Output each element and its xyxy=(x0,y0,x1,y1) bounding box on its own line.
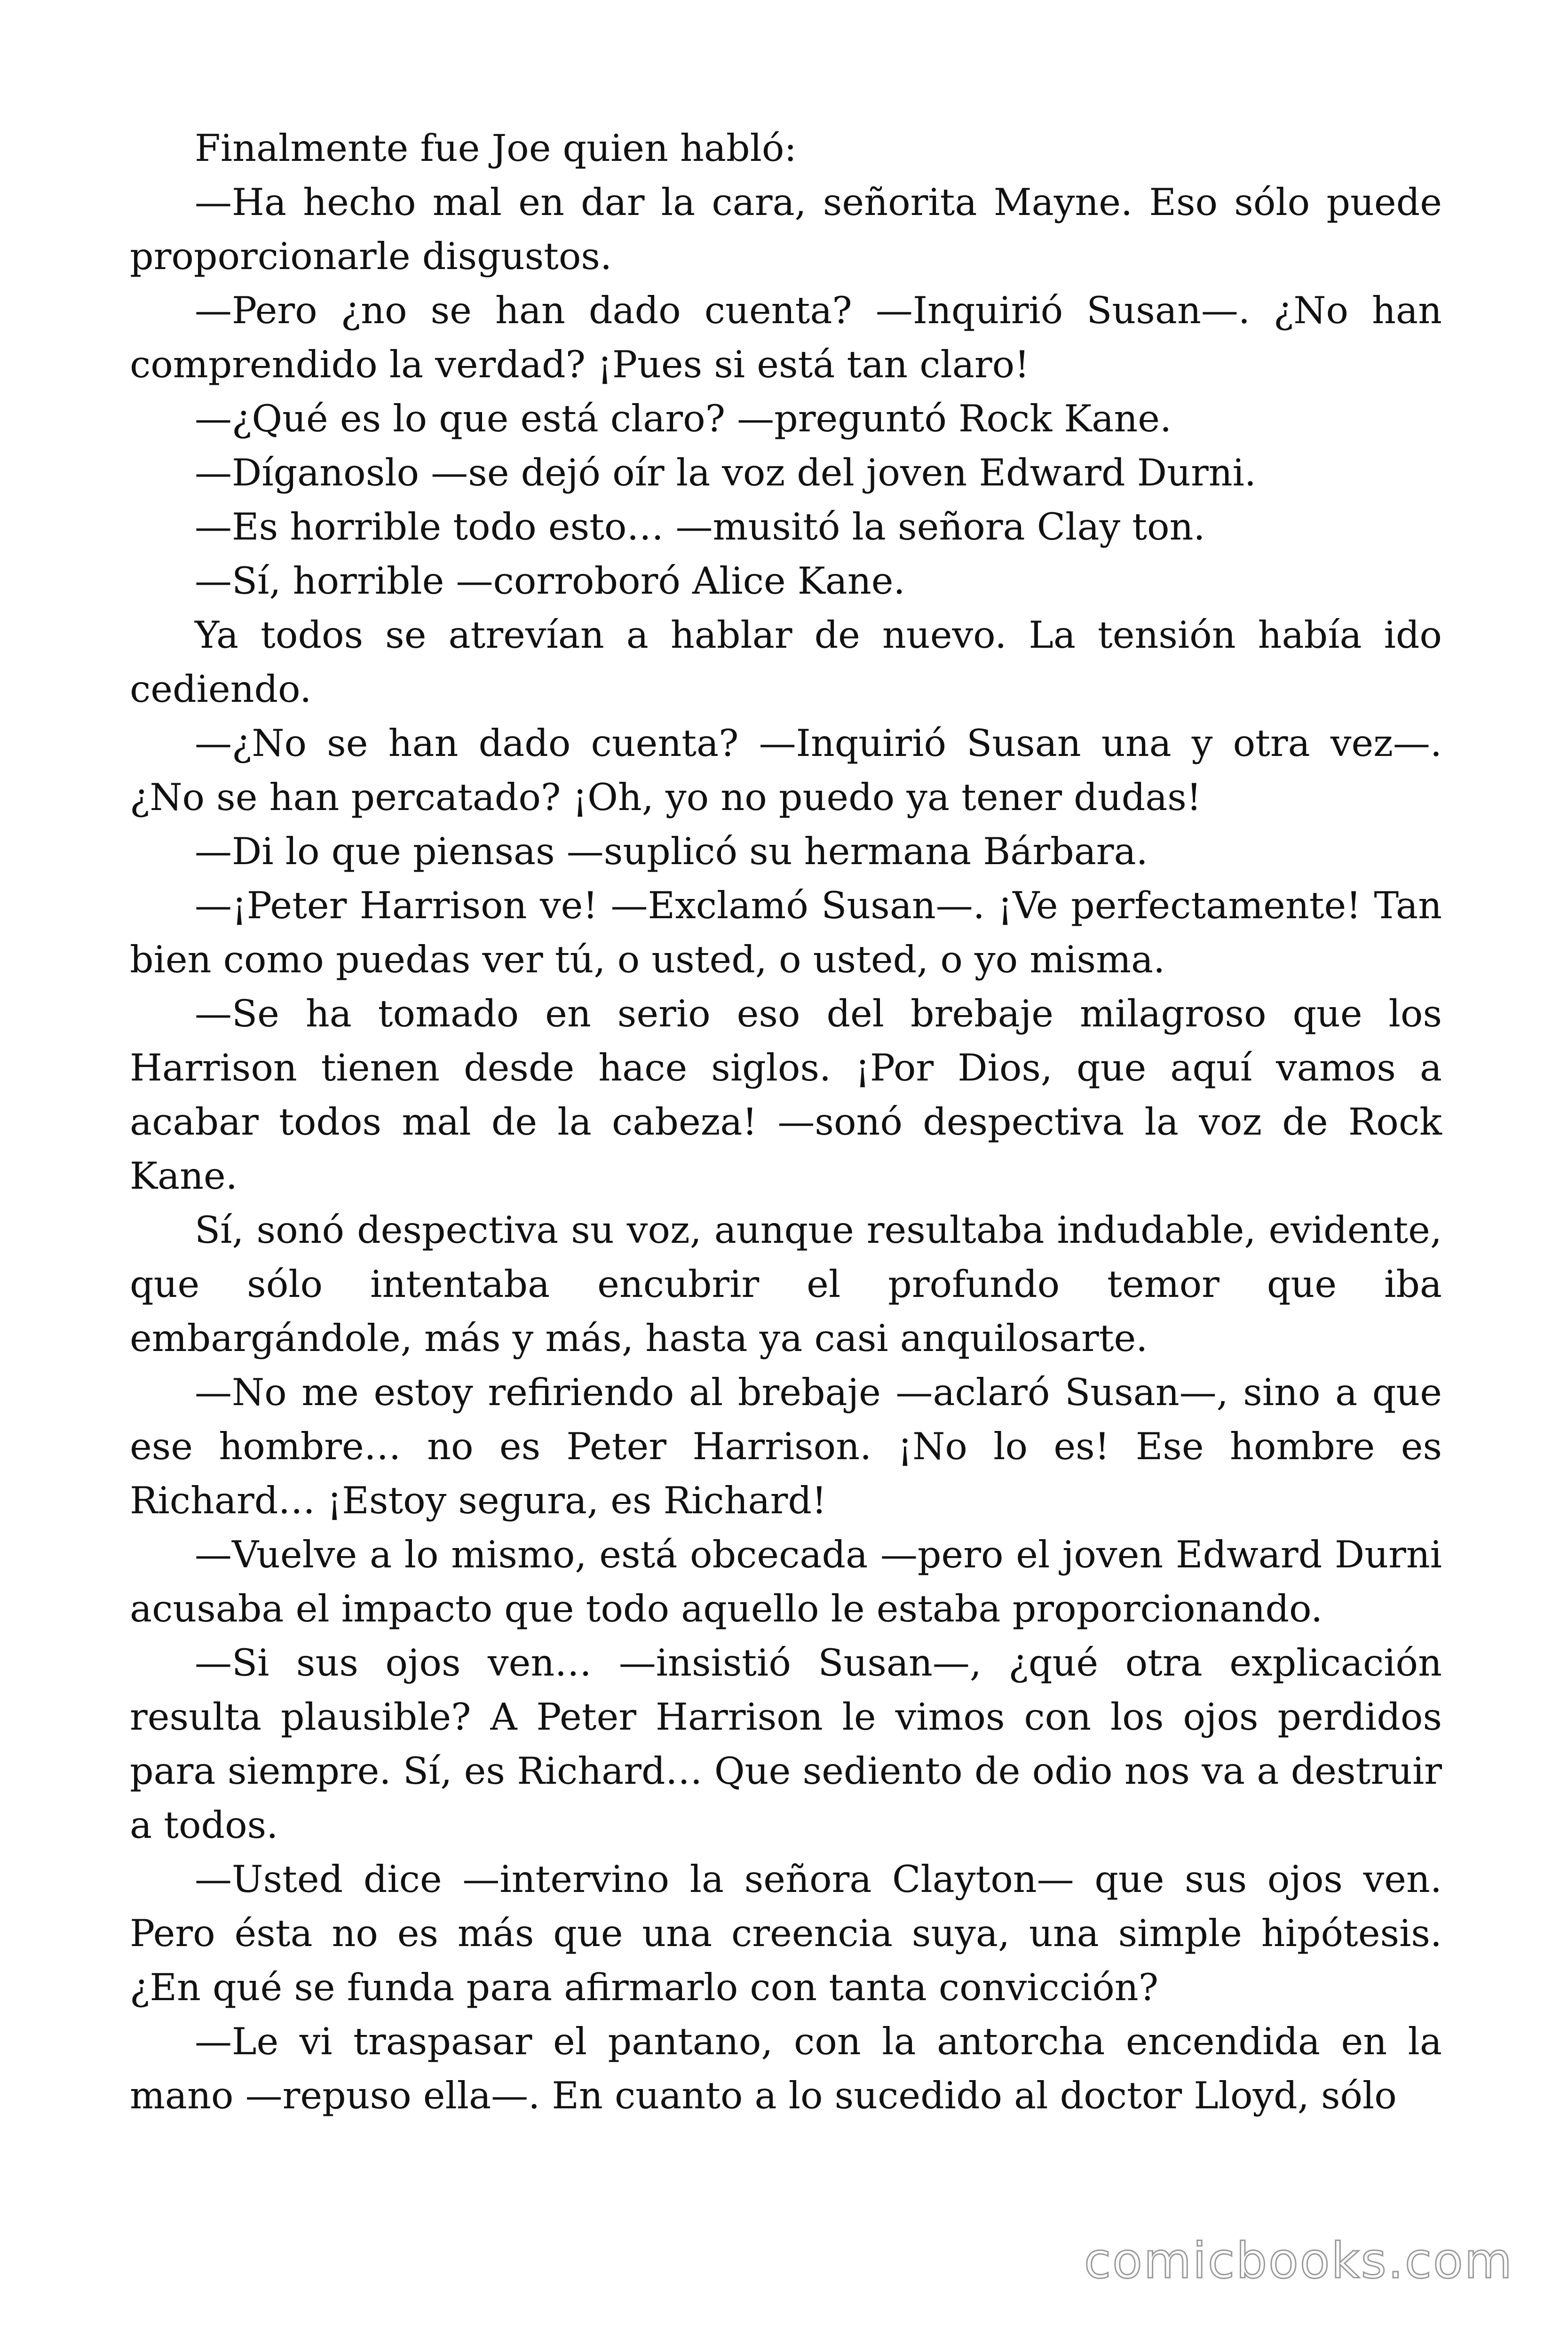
paragraph: —Vuelve a lo mismo, está obcecada —pero el joven Edward Durni acusaba el impacto que todo aquello le estaba proporcionando. xyxy=(130,1533,1442,1630)
paragraph: —Se ha tomado en serio eso del brebaje milagroso que los Harrison tienen desde hace siglos. ¡Por Dios, que aquí vamos a acabar todos mal de la cabeza! —sonó despectiva la voz de Rock Kane. xyxy=(130,992,1442,1198)
paragraph: —Usted dice —intervino la señora Clayton— que sus ojos ven. Pero ésta no es más que una creencia suya, una simple hipótesis. ¿En qué se funda para afirmarlo con tanta convicción? xyxy=(130,1858,1442,2009)
paragraph: —Si sus ojos ven… —insistió Susan—, ¿qué otra explicación resulta plausible? A Peter Harrison le vimos con los ojos perdidos para siempre. Sí, es Richard… Que sediento de odio nos va a destruir a todos. xyxy=(130,1641,1442,1847)
paragraph: Ya todos se atrevían a hablar de nuevo. La tensión había ido cediendo. xyxy=(130,613,1442,711)
paragraph: —Ha hecho mal en dar la cara, señorita Mayne. Eso sólo puede proporcionarle disgustos. xyxy=(130,181,1442,278)
paragraph: —Es horrible todo esto… —musitó la señora Clay ton. xyxy=(195,505,1205,548)
paragraph: —Pero ¿no se han dado cuenta? —Inquirió Susan—. ¿No han comprendido la verdad? ¡Pues si está tan claro! xyxy=(130,289,1442,386)
watermark-logo: comicbooks.com xyxy=(1084,2232,1513,2289)
paragraph: —¿Qué es lo que está claro? —preguntó Rock Kane. xyxy=(195,397,1172,440)
paragraph: —¡Peter Harrison ve! —Exclamó Susan—. ¡Ve perfectamente! Tan bien como puedas ver tú, o usted, o usted, o yo misma. xyxy=(130,884,1442,981)
paragraph: —Le vi traspasar el pantano, con la antorcha encendida en la mano —repuso ella—. En cuanto a lo sucedido al doctor Lloyd, sólo xyxy=(130,2020,1442,2117)
paragraph: Sí, sonó despectiva su voz, aunque resultaba indudable, evidente, que sólo intentaba encubrir el profundo temor que iba embargándole, más y más, hasta ya casi anquilosarte. xyxy=(130,1208,1442,1360)
paragraph: —No me estoy refiriendo al brebaje —aclaró Susan—, sino a que ese hombre… no es Peter Harrison. ¡No lo es! Ese hombre es Richard… ¡Estoy segura, es Richard! xyxy=(130,1371,1442,1522)
paragraph: —¿No se han dado cuenta? —Inquirió Susan una y otra vez—. ¿No se han percatado? ¡Oh, yo no puedo ya tener dudas! xyxy=(130,722,1442,819)
paragraph: —Sí, horrible —corroboró Alice Kane. xyxy=(195,559,905,603)
paragraph: —Díganoslo —se dejó oír la voz del joven Edward Durni. xyxy=(195,451,1256,494)
paragraph: —Di lo que piensas —suplicó su hermana Bárbara. xyxy=(195,830,1148,873)
paragraph: Finalmente fue Joe quien habló: xyxy=(195,127,797,170)
body-text xyxy=(130,121,1442,2123)
